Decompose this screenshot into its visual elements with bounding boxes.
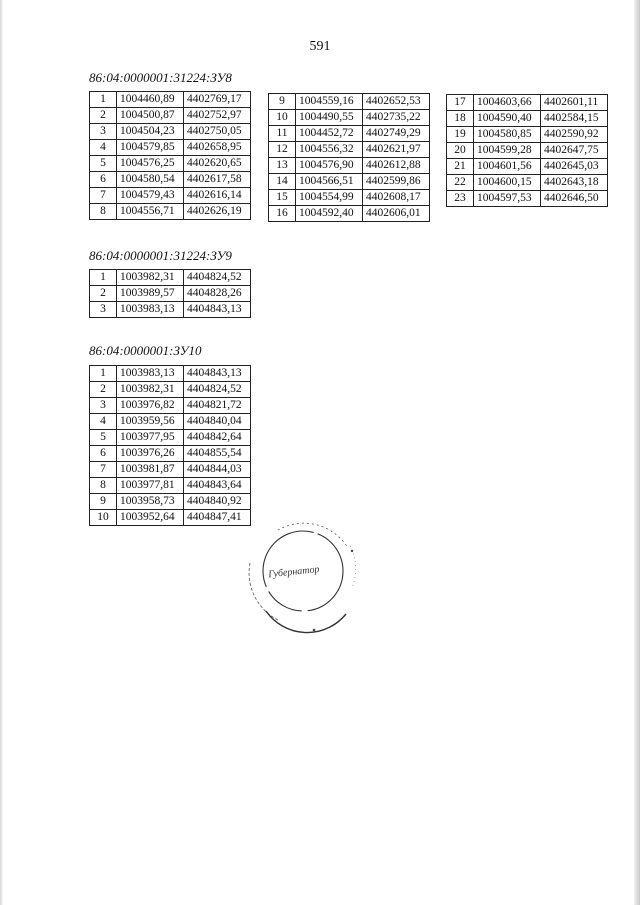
point-number-cell: 5 xyxy=(90,430,117,446)
y-coordinate-cell: 4402652,53 xyxy=(363,94,430,110)
point-number-cell: 1 xyxy=(90,366,117,382)
table-row xyxy=(90,108,251,124)
coords-table-zu9 xyxy=(89,269,251,318)
x-coordinate-cell: 1004603,66 xyxy=(474,95,541,111)
y-coordinate-cell: 4402769,17 xyxy=(184,92,251,108)
table-row xyxy=(269,174,430,190)
y-coordinate-cell: 4402645,03 xyxy=(541,159,608,175)
table-row xyxy=(269,190,430,206)
point-number-cell: 4 xyxy=(90,414,117,430)
table-row xyxy=(90,286,251,302)
x-coordinate-cell: 1004590,40 xyxy=(474,111,541,127)
x-coordinate-cell: 1004600,15 xyxy=(474,175,541,191)
point-number-cell: 1 xyxy=(90,92,117,108)
y-coordinate-cell: 4404844,03 xyxy=(184,462,251,478)
y-coordinate-cell: 4402616,14 xyxy=(184,188,251,204)
point-number-cell: 23 xyxy=(447,191,474,207)
table-row xyxy=(90,414,251,430)
page-number: 591 xyxy=(309,39,331,54)
table-row xyxy=(90,124,251,140)
table-row xyxy=(90,462,251,478)
x-coordinate-cell: 1003981,87 xyxy=(117,462,184,478)
y-coordinate-cell: 4402584,15 xyxy=(541,111,608,127)
point-number-cell: 21 xyxy=(447,159,474,175)
x-coordinate-cell: 1004601,56 xyxy=(474,159,541,175)
y-coordinate-cell: 4402608,17 xyxy=(363,190,430,206)
point-number-cell: 7 xyxy=(90,188,117,204)
table-row xyxy=(447,175,608,191)
x-coordinate-cell: 1004490,55 xyxy=(296,110,363,126)
y-coordinate-cell: 4404824,52 xyxy=(184,270,251,286)
point-number-cell: 12 xyxy=(269,142,296,158)
x-coordinate-cell: 1003983,13 xyxy=(117,302,184,318)
x-coordinate-cell: 1003977,95 xyxy=(117,430,184,446)
y-coordinate-cell: 4402612,88 xyxy=(363,158,430,174)
y-coordinate-cell: 4402646,50 xyxy=(541,191,608,207)
table-row xyxy=(447,95,608,111)
y-coordinate-cell: 4402643,18 xyxy=(541,175,608,191)
x-coordinate-cell: 1004566,51 xyxy=(296,174,363,190)
table-row xyxy=(269,206,430,222)
x-coordinate-cell: 1003959,56 xyxy=(117,414,184,430)
y-coordinate-cell: 4402601,11 xyxy=(541,95,608,111)
y-coordinate-cell: 4402749,29 xyxy=(363,126,430,142)
point-number-cell: 5 xyxy=(90,156,117,172)
table-row xyxy=(90,92,251,108)
x-coordinate-cell: 1004556,71 xyxy=(117,204,184,220)
x-coordinate-cell: 1004592,40 xyxy=(296,206,363,222)
y-coordinate-cell: 4404842,64 xyxy=(184,430,251,446)
scan-edge-right xyxy=(634,0,640,905)
table-row xyxy=(269,94,430,110)
coords-table-zu10 xyxy=(89,365,251,526)
governor-seal-stamp xyxy=(238,508,368,638)
scan-edge-left xyxy=(0,0,3,905)
point-number-cell: 19 xyxy=(447,127,474,143)
point-number-cell: 9 xyxy=(90,494,117,510)
table-row xyxy=(90,204,251,220)
table-row xyxy=(269,142,430,158)
point-number-cell: 13 xyxy=(269,158,296,174)
x-coordinate-cell: 1004556,32 xyxy=(296,142,363,158)
section-caption-zu10: 86:04:0000001:ЗУ10 xyxy=(89,343,202,358)
point-number-cell: 8 xyxy=(90,204,117,220)
table-row xyxy=(447,127,608,143)
y-coordinate-cell: 4404843,13 xyxy=(184,302,251,318)
y-coordinate-cell: 4404840,92 xyxy=(184,494,251,510)
table-row xyxy=(90,510,251,526)
y-coordinate-cell: 4402590,92 xyxy=(541,127,608,143)
x-coordinate-cell: 1003952,64 xyxy=(117,510,184,526)
point-number-cell: 10 xyxy=(269,110,296,126)
y-coordinate-cell: 4404855,54 xyxy=(184,446,251,462)
table-row xyxy=(90,302,251,318)
table-row xyxy=(90,188,251,204)
point-number-cell: 22 xyxy=(447,175,474,191)
table-row xyxy=(269,110,430,126)
section-caption-zu8: 86:04:0000001:31224:ЗУ8 xyxy=(89,70,232,85)
x-coordinate-cell: 1004460,89 xyxy=(117,92,184,108)
table-row xyxy=(90,494,251,510)
y-coordinate-cell: 4404828,26 xyxy=(184,286,251,302)
y-coordinate-cell: 4402606,01 xyxy=(363,206,430,222)
point-number-cell: 8 xyxy=(90,478,117,494)
table-row xyxy=(90,382,251,398)
y-coordinate-cell: 4404847,41 xyxy=(184,510,251,526)
y-coordinate-cell: 4402752,97 xyxy=(184,108,251,124)
point-number-cell: 16 xyxy=(269,206,296,222)
point-number-cell: 6 xyxy=(90,172,117,188)
point-number-cell: 20 xyxy=(447,143,474,159)
table-row xyxy=(90,398,251,414)
y-coordinate-cell: 4402735,22 xyxy=(363,110,430,126)
y-coordinate-cell: 4404843,64 xyxy=(184,478,251,494)
point-number-cell: 3 xyxy=(90,124,117,140)
coords-table-zu8-part3 xyxy=(446,94,608,207)
y-coordinate-cell: 4404821,72 xyxy=(184,398,251,414)
x-coordinate-cell: 1004500,87 xyxy=(117,108,184,124)
table-row xyxy=(90,172,251,188)
y-coordinate-cell: 4404824,52 xyxy=(184,382,251,398)
x-coordinate-cell: 1004580,85 xyxy=(474,127,541,143)
x-coordinate-cell: 1004579,43 xyxy=(117,188,184,204)
x-coordinate-cell: 1004597,53 xyxy=(474,191,541,207)
x-coordinate-cell: 1003977,81 xyxy=(117,478,184,494)
point-number-cell: 15 xyxy=(269,190,296,206)
x-coordinate-cell: 1004554,99 xyxy=(296,190,363,206)
y-coordinate-cell: 4402647,75 xyxy=(541,143,608,159)
y-coordinate-cell: 4402626,19 xyxy=(184,204,251,220)
table-row xyxy=(447,191,608,207)
x-coordinate-cell: 1004580,54 xyxy=(117,172,184,188)
y-coordinate-cell: 4402621,97 xyxy=(363,142,430,158)
table-row xyxy=(90,446,251,462)
x-coordinate-cell: 1003958,73 xyxy=(117,494,184,510)
table-row xyxy=(90,270,251,286)
point-number-cell: 10 xyxy=(90,510,117,526)
point-number-cell: 2 xyxy=(90,286,117,302)
x-coordinate-cell: 1003982,31 xyxy=(117,270,184,286)
point-number-cell: 11 xyxy=(269,126,296,142)
table-row xyxy=(269,158,430,174)
point-number-cell: 14 xyxy=(269,174,296,190)
table-row xyxy=(90,140,251,156)
x-coordinate-cell: 1004599,28 xyxy=(474,143,541,159)
table-row xyxy=(90,366,251,382)
x-coordinate-cell: 1004579,85 xyxy=(117,140,184,156)
y-coordinate-cell: 4402620,65 xyxy=(184,156,251,172)
point-number-cell: 6 xyxy=(90,446,117,462)
x-coordinate-cell: 1004452,72 xyxy=(296,126,363,142)
x-coordinate-cell: 1003983,13 xyxy=(117,366,184,382)
x-coordinate-cell: 1004576,90 xyxy=(296,158,363,174)
y-coordinate-cell: 4402617,58 xyxy=(184,172,251,188)
y-coordinate-cell: 4402658,95 xyxy=(184,140,251,156)
coords-table-zu8-part2 xyxy=(268,93,430,222)
x-coordinate-cell: 1003976,82 xyxy=(117,398,184,414)
point-number-cell: 3 xyxy=(90,398,117,414)
point-number-cell: 4 xyxy=(90,140,117,156)
y-coordinate-cell: 4402750,05 xyxy=(184,124,251,140)
table-row xyxy=(90,156,251,172)
point-number-cell: 9 xyxy=(269,94,296,110)
table-row xyxy=(90,430,251,446)
table-row xyxy=(447,159,608,175)
point-number-cell: 7 xyxy=(90,462,117,478)
point-number-cell: 1 xyxy=(90,270,117,286)
table-row xyxy=(447,111,608,127)
y-coordinate-cell: 4404843,13 xyxy=(184,366,251,382)
table-row xyxy=(269,126,430,142)
x-coordinate-cell: 1004559,16 xyxy=(296,94,363,110)
x-coordinate-cell: 1003976,26 xyxy=(117,446,184,462)
seal-signature-text: Губернатор xyxy=(267,563,320,581)
x-coordinate-cell: 1004504,23 xyxy=(117,124,184,140)
point-number-cell: 3 xyxy=(90,302,117,318)
x-coordinate-cell: 1003982,31 xyxy=(117,382,184,398)
point-number-cell: 2 xyxy=(90,382,117,398)
y-coordinate-cell: 4402599,86 xyxy=(363,174,430,190)
section-caption-zu9: 86:04:0000001:31224:ЗУ9 xyxy=(89,248,232,263)
x-coordinate-cell: 1003989,57 xyxy=(117,286,184,302)
point-number-cell: 17 xyxy=(447,95,474,111)
x-coordinate-cell: 1004576,25 xyxy=(117,156,184,172)
y-coordinate-cell: 4404840,04 xyxy=(184,414,251,430)
table-row xyxy=(90,478,251,494)
point-number-cell: 2 xyxy=(90,108,117,124)
table-row xyxy=(447,143,608,159)
point-number-cell: 18 xyxy=(447,111,474,127)
coords-table-zu8-part1 xyxy=(89,91,251,220)
